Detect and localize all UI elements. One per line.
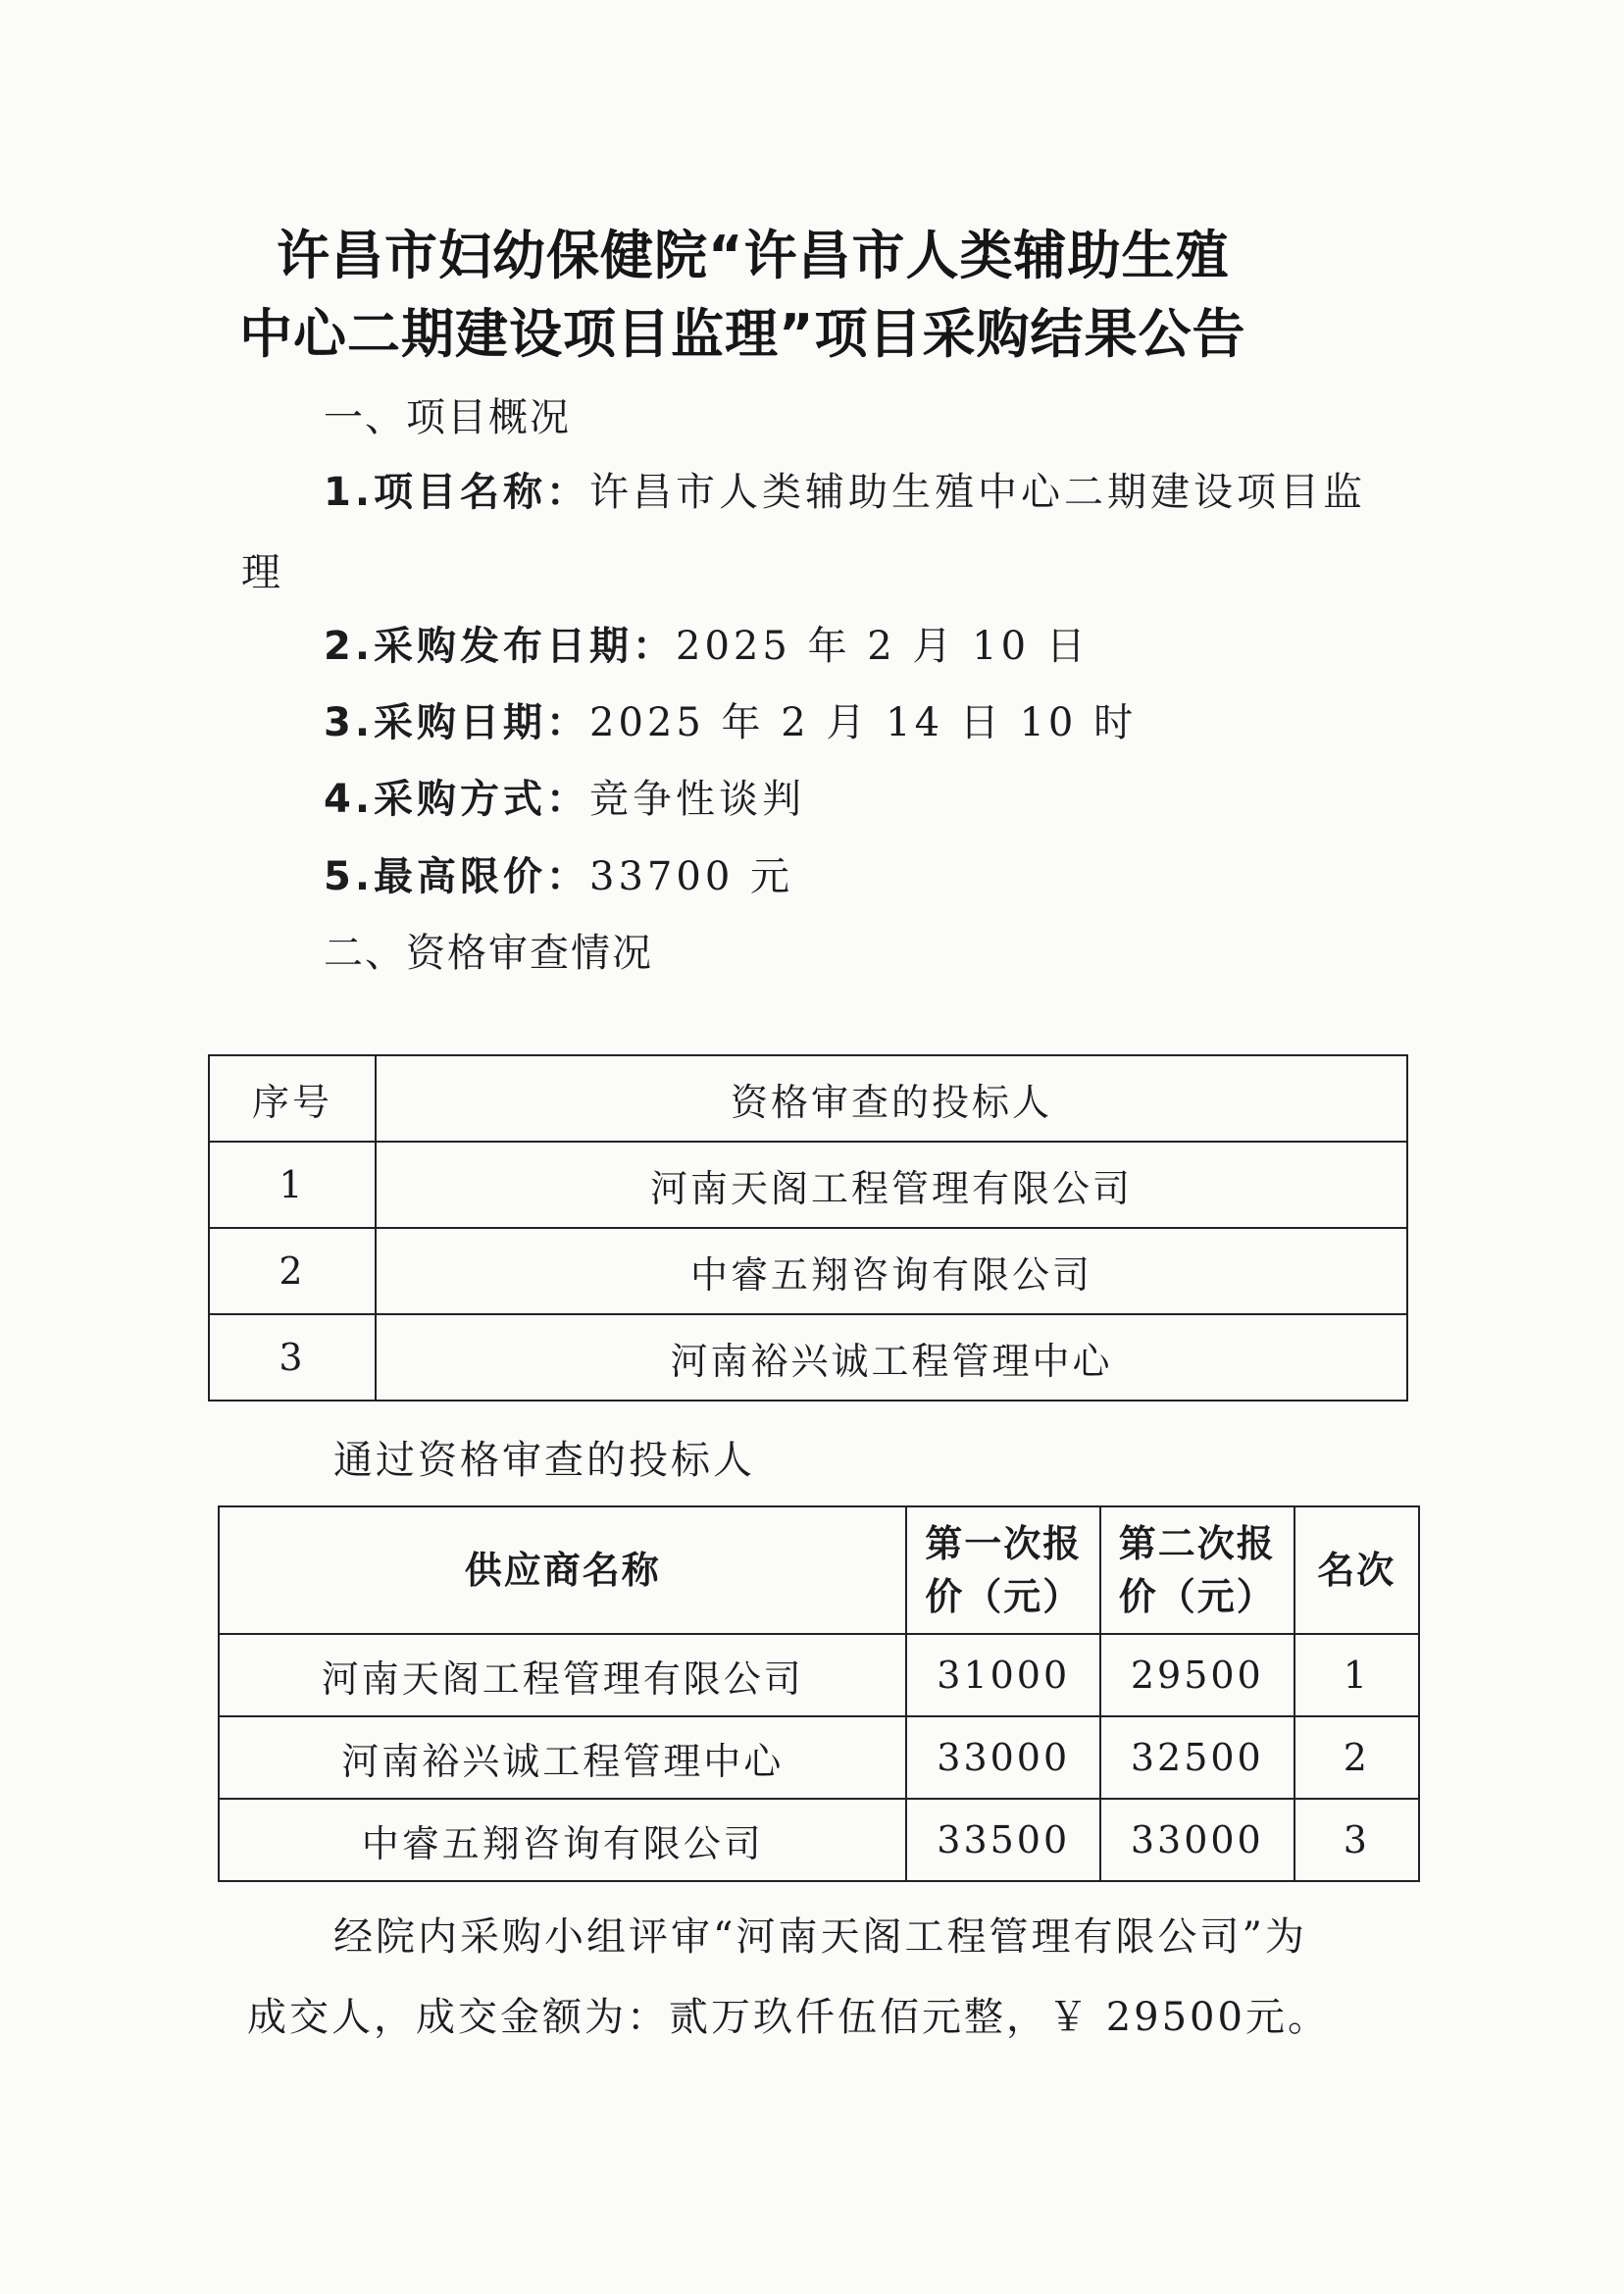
table-row — [219, 1716, 1419, 1799]
item-label: 5.最高限价： — [324, 854, 590, 899]
cell-bidder: 中睿五翔咨询有限公司 — [376, 1228, 1407, 1314]
column-header-bidder: 资格审查的投标人 — [376, 1055, 1407, 1142]
item-max-price — [324, 845, 793, 901]
conclusion-line-2: 成交人，成交金额为：贰万玖仟伍佰元整，￥ 29500元。 — [247, 1995, 1330, 2040]
item-label: 2.采购发布日期： — [324, 624, 677, 669]
cell-supplier: 河南裕兴诚工程管理中心 — [219, 1716, 906, 1799]
item-project-name-continued: 理 — [241, 550, 283, 595]
section-2-heading: 二、资格审查情况 — [324, 931, 653, 976]
quotation-table — [218, 1505, 1420, 1882]
table-row — [219, 1634, 1419, 1716]
cell-second-quote: 29500 — [1100, 1634, 1294, 1716]
passed-bidders-caption: 通过资格审查的投标人 — [333, 1438, 755, 1483]
item-value: 2025 年 2 月 14 日 10 时 — [589, 700, 1138, 745]
cell-bidder: 河南裕兴诚工程管理中心 — [376, 1314, 1407, 1401]
item-procurement-date — [324, 691, 1137, 747]
table-row — [209, 1142, 1407, 1228]
item-procurement-method — [324, 768, 805, 824]
item-value: 许昌市人类辅助生殖中心二期建设项目监 — [589, 470, 1367, 515]
cell-second-quote: 33000 — [1100, 1799, 1294, 1881]
qualification-table — [208, 1054, 1408, 1402]
column-header-second-quote: 第二次报价（元） — [1100, 1506, 1294, 1634]
item-label: 4.采购方式： — [324, 777, 590, 822]
cell-seq: 3 — [209, 1314, 376, 1401]
table-row — [219, 1799, 1419, 1881]
table-row — [209, 1228, 1407, 1314]
section-1-heading: 一、项目概况 — [324, 395, 571, 440]
cell-first-quote: 33000 — [906, 1716, 1100, 1799]
table-header-row — [219, 1506, 1419, 1634]
item-label: 3.采购日期： — [324, 700, 590, 745]
column-header-first-quote: 第一次报价（元） — [906, 1506, 1100, 1634]
item-value: 2025 年 2 月 10 日 — [676, 624, 1090, 669]
item-publish-date — [324, 615, 1090, 671]
cell-supplier: 中睿五翔咨询有限公司 — [219, 1799, 906, 1881]
cell-bidder: 河南天阁工程管理有限公司 — [376, 1142, 1407, 1228]
cell-seq: 1 — [209, 1142, 376, 1228]
cell-rank: 2 — [1294, 1716, 1419, 1799]
item-value: 竞争性谈判 — [589, 777, 806, 822]
cell-second-quote: 32500 — [1100, 1716, 1294, 1799]
cell-first-quote: 33500 — [906, 1799, 1100, 1881]
cell-rank: 3 — [1294, 1799, 1419, 1881]
column-header-rank: 名次 — [1294, 1506, 1419, 1634]
cell-rank: 1 — [1294, 1634, 1419, 1716]
cell-seq: 2 — [209, 1228, 376, 1314]
table-row — [209, 1314, 1407, 1401]
column-header-seq: 序号 — [209, 1055, 376, 1142]
document-title-line-2: 中心二期建设项目监理”项目采购结果公告 — [239, 303, 1246, 365]
item-label: 1.项目名称： — [324, 470, 590, 515]
conclusion-line-1: 经院内采购小组评审“河南天阁工程管理有限公司”为 — [333, 1914, 1307, 1960]
document-title-line-1: 许昌市妇幼保健院“许昌市人类辅助生殖 — [277, 225, 1230, 286]
item-value: 33700 元 — [589, 854, 793, 899]
column-header-supplier: 供应商名称 — [219, 1506, 906, 1634]
table-header-row — [209, 1055, 1407, 1142]
cell-supplier: 河南天阁工程管理有限公司 — [219, 1634, 906, 1716]
item-project-name — [324, 461, 1366, 517]
cell-first-quote: 31000 — [906, 1634, 1100, 1716]
